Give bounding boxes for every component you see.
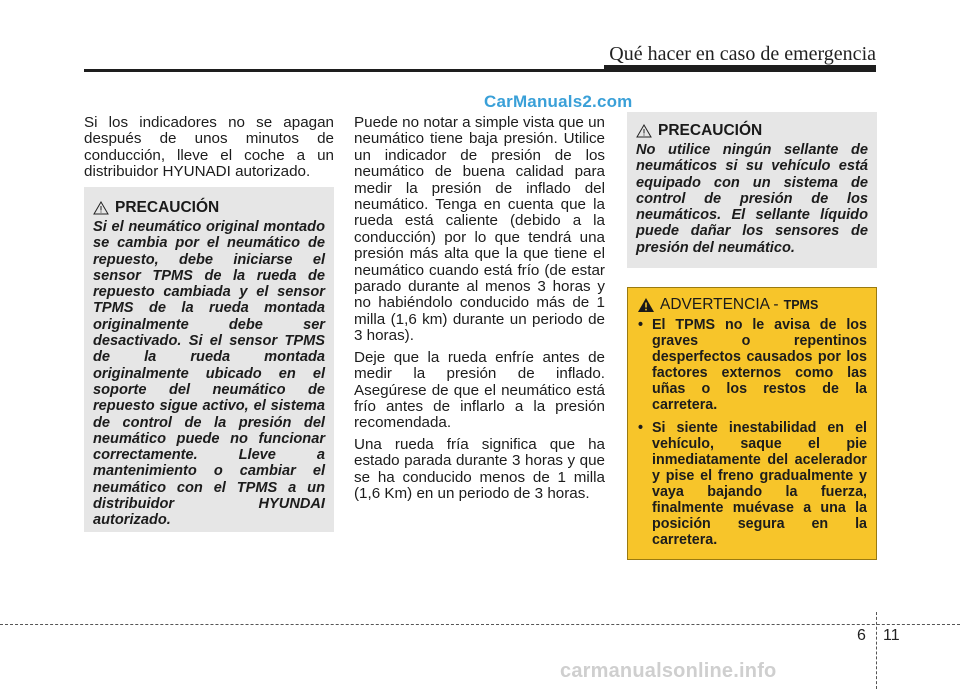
warning-triangle-outline-icon [93,201,109,215]
warning-triangle-outline-icon [636,124,652,138]
precaution-box-left [84,187,334,532]
precaution-body: Si el neumático original montado se cambia por el neumático de repuesto, debe iniciarse el sensor TPMS de la rueda de repuesto cambiada y el sensor TPMS de la rueda montada originalmente debe ser desactivado. Si el sensor TPMS de la rueda montada originalmente ubicado en el soporte del neumático de repuesto sigue activo, el sistema de control de la presión del neumático puede no funcionar correctamente. Lleve a mantenimiento o cambiar el neumático con el TPMS a un distribuidor HYUNDAI autorizado. [93,219,325,529]
column-left-text [84,115,334,181]
watermark-text: CarManuals2.com [484,92,633,111]
warning-triangle-filled-icon [637,297,655,313]
advertencia-box [627,287,877,560]
paragraph: Deje que la rueda enfríe antes de medir la presión de inflado. Asegúrese de que el neumático está frío antes de inflarlo a la presión recomendada. [354,348,605,432]
precaution-title [636,122,868,140]
header-rule [84,69,876,72]
footer-site-watermark: carmanualsonline.info [560,660,777,682]
list-item: • Si siente inestabilidad en el vehículo, saque el pie inmediatamente del acelerador y pise el freno gradualmente y vaya bajando la fuerza, finalmente muévase a una la posición segura en la carretera. [637,420,867,549]
precaution-box-right [627,112,877,268]
advertencia-title-label: ADVERTENCIA - [660,296,779,313]
advertencia-title-suffix: TPMS [783,298,819,312]
paragraph: Una rueda fría significa que ha estado parada durante 3 horas y que se ha conducido menos de 1 milla (1,6 Km) en un periodo de 3 horas. [354,435,605,502]
paragraph: Puede no notar a simple vista que un neumático tiene baja presión. Utilice un indicador de presión de los neumático de buena calidad para medir la presión de inflado del neumático. Tenga en cuenta que la rueda está caliente (debido a la conducción) por lo que tendrá una presión más alta que la que tiene el neumático cuando está frío (de estar parado durante al menos 3 horas y no habiéndolo conducido más de 1 milla (1,6 km) durante un periodo de 3 horas). [354,114,605,345]
precaution-title [93,199,325,217]
paragraph: Si los indicadores no se apagan después de unos minutos de conducción, lleve el coche a un distribuidor HYUNADI autorizado. [84,114,334,181]
footer-page-divider [876,612,877,689]
precaution-title-label: PRECAUCIÓN [115,199,220,216]
page-number: 11 [883,627,900,644]
precaution-body: No utilice ningún sellante de neumáticos si su vehículo está equipado con un sistema de control de presión de los neumáticos. El sellante líquido puede dañar los sensores de presión del neumático. [636,142,868,256]
page-header-title: Qué hacer en caso de emergencia [609,43,876,65]
chapter-number: 6 [857,627,866,644]
list-item: • El TPMS no le avisa de los graves o repentinos desperfectos causados por los factores externos como las uñas o los restos de la carretera. [637,317,867,414]
advertencia-list [637,317,867,548]
precaution-title-label: PRECAUCIÓN [658,122,763,139]
advertencia-title [637,296,867,314]
footer-dashed-rule [0,624,960,625]
column-middle-text [354,115,605,507]
